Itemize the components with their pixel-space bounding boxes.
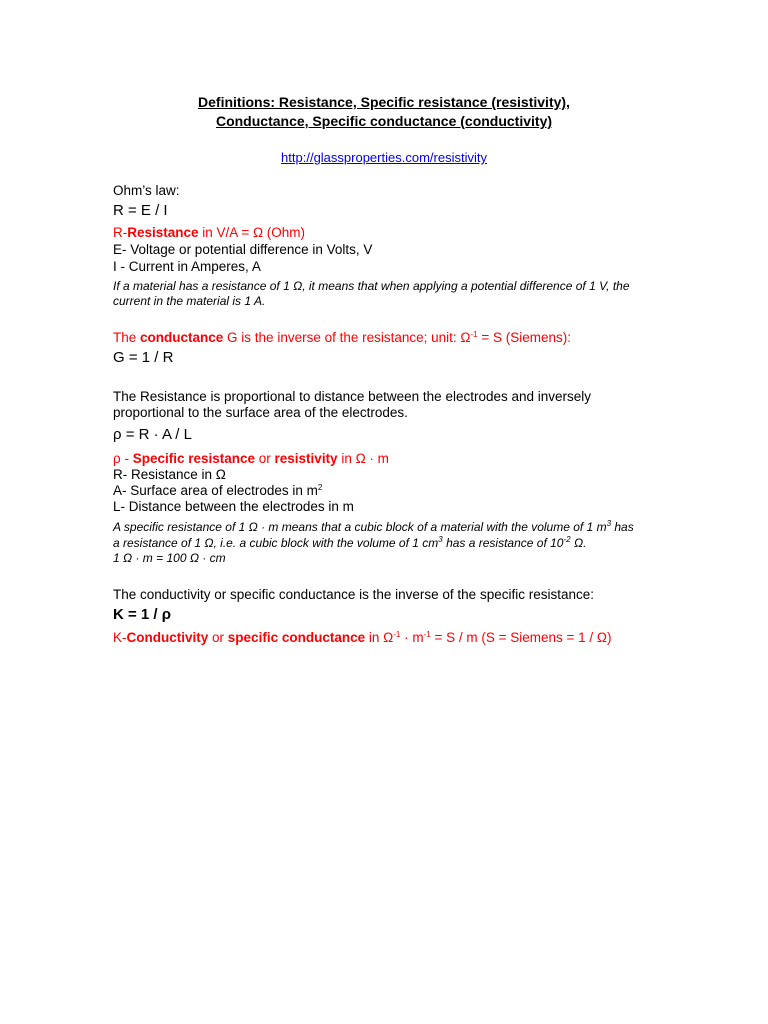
resistivity-or: or (255, 451, 275, 466)
a-text: - Surface area of electrodes in m (122, 483, 318, 498)
conductivity-equation: K = 1 / ρ (113, 606, 172, 623)
resistance-term: Resistance (127, 225, 199, 240)
resistivity-intro-line-1: The Resistance is proportional to distance between the electrodes and inversely (113, 389, 592, 404)
resistance-definition (113, 225, 305, 241)
conductance-mid: G is the inverse of the resistance; unit: Ω (223, 330, 471, 345)
note2sup2: -2 (563, 535, 571, 544)
resistivity-equation: ρ = R · A / L (113, 426, 192, 443)
ohm-note-line-1: If a material has a resistance of 1 Ω, it means that when applying a potential difference of 1 V, the (113, 279, 630, 293)
resistivity-unit: in Ω · m (337, 451, 389, 466)
r-symbol: R (113, 467, 123, 482)
specific-conductance-term: specific conductance (227, 630, 366, 645)
voltage-text: - Voltage or potential difference in Volts, V (122, 242, 373, 257)
resistivity-note-line-1 (113, 520, 634, 534)
k-symbol: K (113, 630, 123, 645)
note2a: a resistance of 1 Ω, i.e. a cubic block with the volume of 1 cm (113, 536, 439, 550)
l-text: - Distance between the electrodes in m (120, 499, 354, 514)
conductance-equation: G = 1 / R (113, 349, 174, 366)
note2sup: 3 (438, 535, 443, 544)
conductivity-term: Conductivity (126, 630, 209, 645)
conductivity-sup2: -1 (423, 630, 431, 639)
note1b: has (611, 520, 634, 534)
resistance-in-ohm (113, 467, 226, 483)
a-sup: 2 (317, 483, 323, 492)
resistivity-term: resistivity (274, 451, 338, 466)
a-symbol: A (113, 483, 123, 498)
conductivity-intro: The conductivity or specific conductance is the inverse of the specific resistance: (113, 587, 594, 602)
voltage-symbol: E (113, 242, 123, 257)
note2b: has a resistance of 10 (442, 536, 564, 550)
surface-area-definition (113, 483, 322, 499)
conductance-term: conductance (140, 330, 224, 345)
rho-separator: - (120, 451, 133, 466)
ohms-law-equation: R = E / I (113, 202, 168, 219)
l-symbol: L (113, 499, 121, 514)
resistance-symbol: R (113, 225, 123, 240)
resistivity-note-line-3: 1 Ω · m = 100 Ω · cm (113, 551, 226, 565)
conductivity-unit-a: in Ω (365, 630, 394, 645)
r-text: - Resistance in Ω (122, 467, 226, 482)
specific-resistance-term: Specific resistance (132, 451, 256, 466)
note2c: Ω. (570, 536, 587, 550)
note1sup: 3 (606, 519, 612, 528)
note1a: A specific resistance of 1 Ω · m means that a cubic block of a material with the volume of 1 m (113, 520, 607, 534)
resistance-unit: in V/A = Ω (Ohm) (198, 225, 306, 240)
title-line-2: Conductance, Specific conductance (conductivity) (215, 113, 553, 129)
resistance-separator: - (122, 225, 128, 240)
conductance-definition (113, 330, 571, 346)
distance-definition (113, 499, 354, 515)
ohms-law-heading: Ohm’s law: (113, 183, 180, 198)
conductivity-unit-c: = S / m (S = Siemens = 1 / Ω) (430, 630, 612, 645)
conductance-post: = S (Siemens): (477, 330, 572, 345)
voltage-definition (113, 242, 372, 258)
current-symbol: I (113, 259, 117, 274)
source-link[interactable]: http://glassproperties.com/resistivity (281, 150, 487, 165)
conductivity-definition (113, 630, 611, 646)
title-line-1: Definitions: Resistance, Specific resistance (resistivity), (198, 94, 570, 110)
rho-symbol: ρ (113, 451, 121, 466)
resistivity-intro-line-2: proportional to the surface area of the electrodes. (113, 405, 408, 420)
conductivity-unit-b: · m (400, 630, 424, 645)
current-definition (113, 259, 261, 275)
resistivity-definition (113, 451, 389, 467)
conductance-pre: The (113, 330, 141, 345)
resistivity-note-line-2 (113, 536, 586, 550)
ohm-note-line-2: current in the material is 1 A. (113, 294, 266, 308)
conductivity-sup1: -1 (393, 630, 401, 639)
current-text: - Current in Amperes, A (116, 259, 261, 274)
conductance-sup: -1 (470, 330, 478, 339)
conductivity-or: or (208, 630, 228, 645)
k-separator: - (122, 630, 127, 645)
